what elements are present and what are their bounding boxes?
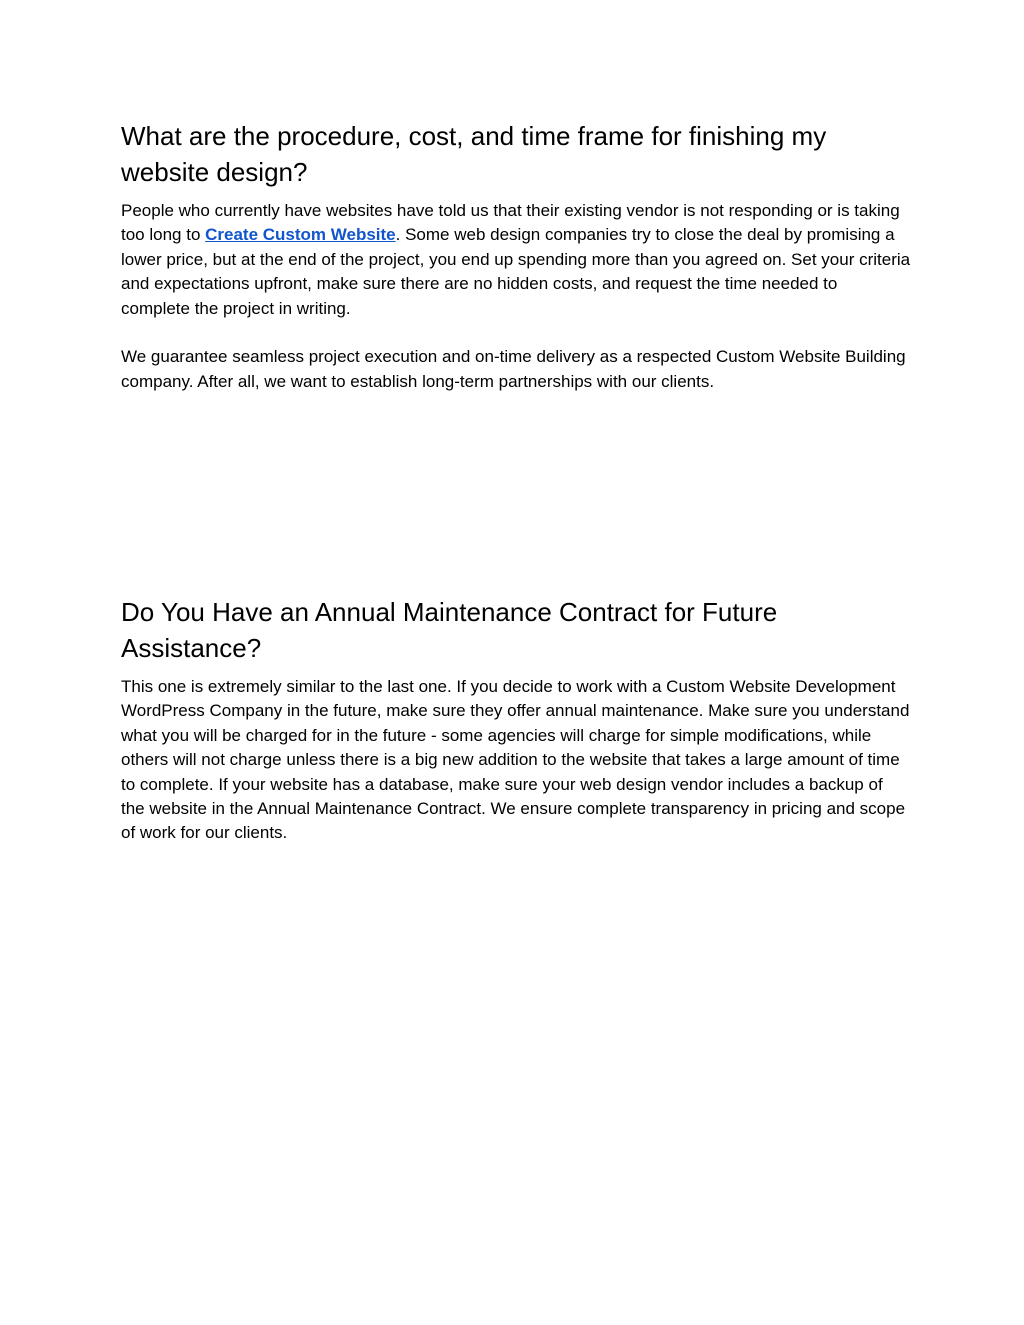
- section-paragraph: This one is extremely similar to the last one. If you decide to work with a Custom Website Development WordPress Company in the future, make sure they offer annual maintenance. Make sure you understand what you will be charged for in the future - some agencies will charge for simple modifications, while others will not charge unless there is a big new addition to the website that takes a large amount of time to complete. If your website has a database, make sure your web design vendor includes a backup of the website in the Annual Maintenance Contract. We ensure complete transparency in pricing and scope of work for our clients.: [121, 677, 910, 843]
- create-custom-website-link[interactable]: Create Custom Website: [205, 225, 396, 245]
- section-annual-maintenance: [121, 594, 911, 846]
- section-procedure-cost-timeframe: [121, 118, 911, 394]
- paragraph-text: People who currently have websites have told us that their existing vendor is not responding or is taking too long to: [121, 201, 900, 245]
- section-paragraph: We guarantee seamless project execution and on-time delivery as a respected Custom Website Building company. After all, we want to establish long-term partnerships with our clients.: [121, 347, 906, 391]
- section-heading: What are the procedure, cost, and time frame for finishing my website design?: [121, 121, 827, 187]
- section-paragraph: [121, 199, 911, 321]
- paragraph-text: . Some web design companies try to close the deal by promising a lower price, but at the end of the project, you end up spending more than you agreed on. Set your criteria and expectations upfront, make sure there are no hidden costs, and request the time needed to complete the project in writing.: [121, 225, 911, 318]
- section-heading: Do You Have an Annual Maintenance Contract for Future Assistance?: [121, 597, 778, 663]
